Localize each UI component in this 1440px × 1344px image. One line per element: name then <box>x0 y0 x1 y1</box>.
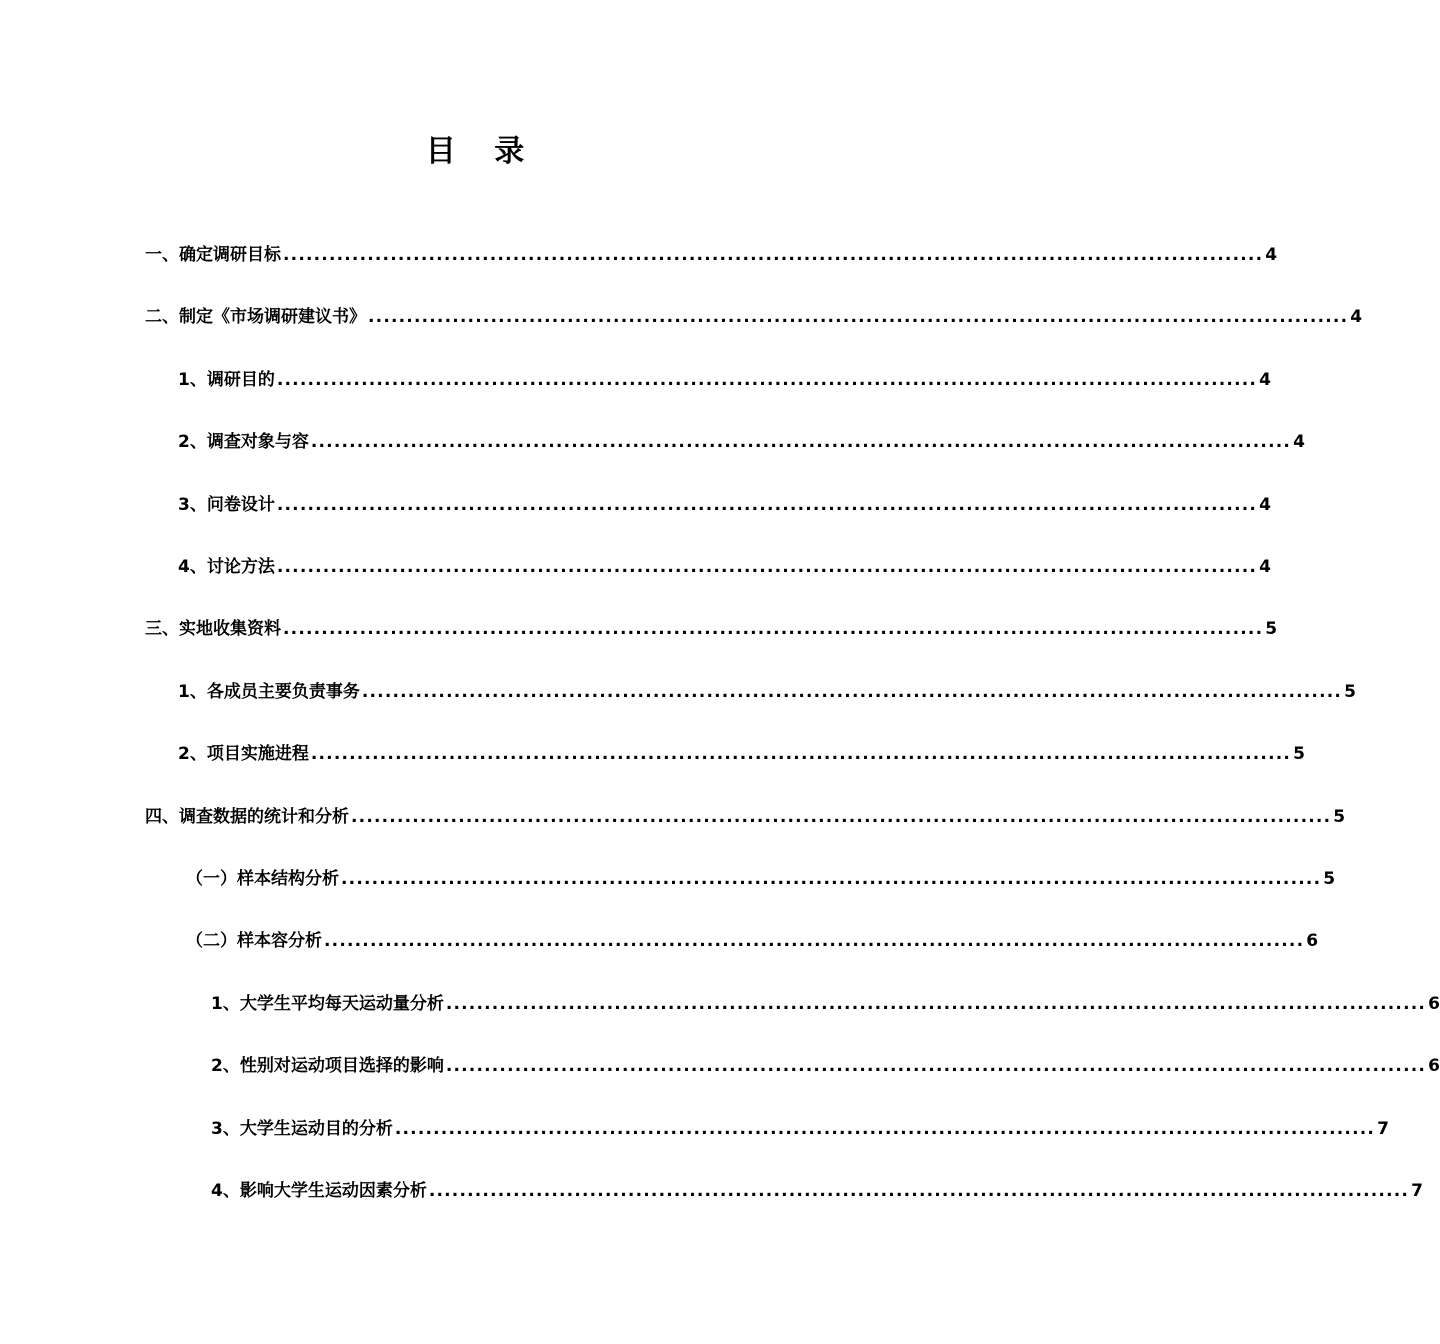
toc-entry[interactable] <box>178 493 1271 517</box>
toc-dot-leader: ................................................................................................................................ <box>276 557 1258 577</box>
toc-entry[interactable] <box>211 1054 1440 1078</box>
toc-entry[interactable] <box>178 680 1356 704</box>
toc-entry[interactable] <box>186 867 1336 891</box>
toc-page-number: 4 <box>1350 307 1363 327</box>
toc-entry-text: 2、性别对运动项目选择的影响 <box>211 1056 444 1076</box>
toc-entry-text: 3、大学生运动目的分析 <box>211 1119 393 1139</box>
toc-page-number: 4 <box>1265 245 1278 265</box>
toc-entry[interactable] <box>211 1117 1389 1141</box>
toc-page-number: 4 <box>1259 557 1271 577</box>
toc-page-number: 6 <box>1428 1056 1440 1076</box>
toc-dot-leader: ................................................................................................................................ <box>361 682 1343 702</box>
toc-entry-text: 2、项目实施进程 <box>178 744 309 764</box>
toc-page-number: 5 <box>1333 807 1346 827</box>
toc-entry-text: 4、影响大学生运动因素分析 <box>211 1181 427 1201</box>
toc-entry[interactable] <box>178 368 1271 392</box>
toc-entry[interactable] <box>211 1179 1423 1203</box>
toc-dot-leader: ................................................................................................................................ <box>324 931 1305 951</box>
toc-entry-text: 3、问卷设计 <box>178 495 275 515</box>
toc-page-number: 7 <box>1377 1119 1389 1139</box>
toc-entry[interactable] <box>145 243 1278 267</box>
toc-entry-text: 1、各成员主要负责事务 <box>178 682 360 702</box>
toc-entry[interactable] <box>145 617 1278 641</box>
toc-dot-leader: ................................................................................................................................ <box>394 1119 1376 1139</box>
toc-dot-leader: ................................................................................................................................ <box>310 744 1292 764</box>
toc-page-number: 5 <box>1323 869 1336 889</box>
toc-page-number: 7 <box>1411 1181 1423 1201</box>
toc-dot-leader: ................................................................................................................................ <box>445 1056 1427 1076</box>
toc-entry-text: （二）样本容分析 <box>186 931 322 951</box>
toc-entry[interactable] <box>211 992 1440 1016</box>
toc-dot-leader: ................................................................................................................................ <box>283 619 1264 639</box>
toc-dot-leader: ................................................................................................................................ <box>341 869 1322 889</box>
toc-dot-leader: ................................................................................................................................ <box>283 245 1264 265</box>
toc-entry-text: 二、制定《市场调研建议书》 <box>145 307 366 327</box>
toc-page-number: 5 <box>1265 619 1278 639</box>
toc-page-number: 4 <box>1259 370 1271 390</box>
toc-entry-text: 四、调查数据的统计和分析 <box>145 807 349 827</box>
toc-entry-text: 1、大学生平均每天运动量分析 <box>211 994 444 1014</box>
toc-page-number: 6 <box>1428 994 1440 1014</box>
toc-dot-leader: ................................................................................................................................ <box>276 495 1258 515</box>
page-title: 目 录 <box>425 134 539 169</box>
toc-entry[interactable] <box>186 929 1319 953</box>
toc-dot-leader: ................................................................................................................................ <box>310 432 1292 452</box>
toc-entry-text: 2、调查对象与容 <box>178 432 309 452</box>
toc-dot-leader: ................................................................................................................................ <box>276 370 1258 390</box>
toc-dot-leader: ................................................................................................................................ <box>351 807 1332 827</box>
toc-entry[interactable] <box>145 305 1363 329</box>
toc-page-number: 5 <box>1293 744 1305 764</box>
toc-entry-text: 1、调研目的 <box>178 370 275 390</box>
toc-entry[interactable] <box>178 430 1305 454</box>
toc-entry-text: （一）样本结构分析 <box>186 869 339 889</box>
toc-entry-text: 4、讨论方法 <box>178 557 275 577</box>
toc-dot-leader: ................................................................................................................................ <box>428 1181 1410 1201</box>
toc-page-number: 5 <box>1344 682 1356 702</box>
toc-page-number: 4 <box>1259 495 1271 515</box>
toc-page-number: 4 <box>1293 432 1305 452</box>
toc-entry[interactable] <box>178 742 1305 766</box>
toc-entry-text: 三、实地收集资料 <box>145 619 281 639</box>
toc-entry-text: 一、确定调研目标 <box>145 245 281 265</box>
toc-entry[interactable] <box>178 555 1271 579</box>
toc-dot-leader: ................................................................................................................................ <box>445 994 1427 1014</box>
toc-entry[interactable] <box>145 805 1346 829</box>
toc-page-number: 6 <box>1306 931 1319 951</box>
toc-dot-leader: ................................................................................................................................ <box>368 307 1349 327</box>
